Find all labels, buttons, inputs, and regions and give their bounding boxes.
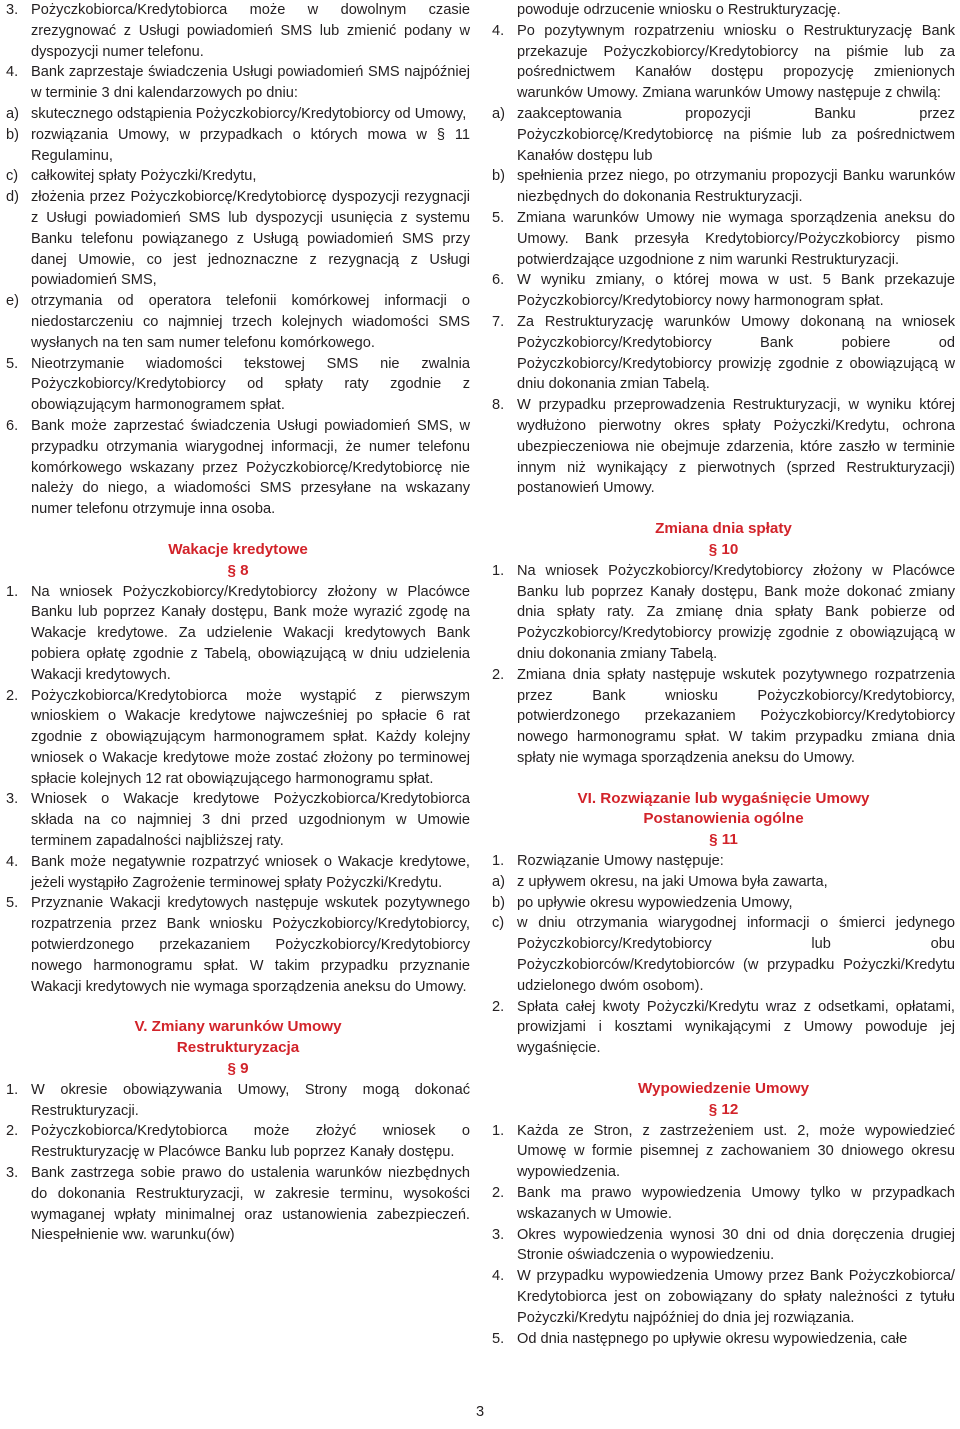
left-column <box>6 0 470 1246</box>
sub-item <box>492 913 955 996</box>
section-subheading: Postanowienia ogólne <box>643 810 804 828</box>
item-number: 1. <box>492 1122 505 1139</box>
item-text: Przyznanie Wakacji kredytowych następuje wskutek pozytywnego rozpatrzenia przez Bank wniosku Pożyczkobiorcy/Kredytobiorcy, potwierdzonego przekazaniem Pożyczkobiorcy/Kredytobiorcy nowego harmonogramu spłat. W takim przypadku przyznanie Wakacji kredytowych nie wymaga sporządzenia aneksu do Umowy. <box>31 895 470 995</box>
item-text: powoduje odrzucenie wniosku o Restrukturyzację. <box>517 2 841 18</box>
item-text: Bank ma prawo wypowiedzenia Umowy tylko w przypadkach wskazanych w Umowie. <box>517 1185 955 1222</box>
sub-item-text: rozwiązania Umowy, w przypadkach o których mowa w § 11 Regulaminu, <box>31 126 470 164</box>
sub-item <box>6 104 470 125</box>
list-item <box>6 62 470 104</box>
paragraph-number: § 12 <box>708 1100 739 1118</box>
list-item <box>492 395 955 499</box>
sub-item-letter: d) <box>6 189 19 206</box>
sub-item-text: skutecznego odstąpienia Pożyczkobiorcy/Kredytobiorcy od Umowy, <box>31 105 467 122</box>
item-text: Wniosek o Wakacje kredytowe Pożyczkobiorca/Kredytobiorca składa na co najmniej 3 dni przed uzgodnionym w Umowie terminem zapadalności najbliższej raty. <box>31 791 470 850</box>
item-text: Bank może zaprzestać świadczenia Usługi powiadomień SMS, w przypadku otrzymania wiarygodnej informacji, że numer telefonu komórkowego wskazany przez Pożyczkobiorcę/Kredytobiorcę nie należy do niego, a wiadomości SMS przesyłane na wskazany numer telefonu otrzymuje inna osoba. <box>31 417 470 518</box>
list-item <box>492 561 955 665</box>
list-item <box>6 354 470 416</box>
item-number: 5. <box>492 209 505 226</box>
sub-item-text: całkowitej spłaty Pożyczki/Kredytu, <box>31 168 257 185</box>
list-item <box>492 851 955 872</box>
sub-item-text: z upływem okresu, na jaki Umowa była zawarta, <box>517 873 828 890</box>
sub-item-text: otrzymania od operatora telefonii komórkowej informacji o niedostarczeniu co najmniej trzech kolejnych wiadomości SMS wysłanych na ten sam numer telefonu komórkowego. <box>31 293 470 351</box>
section-heading: Wypowiedzenie Umowy <box>637 1080 810 1098</box>
list-item <box>6 0 470 62</box>
list-item <box>492 665 955 769</box>
list-item <box>492 1225 955 1267</box>
continuation-text <box>492 0 955 21</box>
item-text: W okresie obowiązywania Umowy, Strony mogą dokonać Restrukturyzacji. <box>31 1081 470 1119</box>
item-number: 4. <box>492 22 505 39</box>
item-number: 2. <box>6 1123 19 1140</box>
sub-item <box>6 187 470 291</box>
sub-item-letter: b) <box>6 126 19 143</box>
list-item <box>492 1266 955 1328</box>
item-number: 3. <box>492 1226 505 1243</box>
item-text: Zmiana dnia spłaty następuje wskutek pozytywnego rozpatrzenia przez Bank wniosku Pożyczkobiorcy/Kredytobiorcy, potwierdzonego przekazaniem Pożyczkobiorcy/Kredytobiorcy nowego harmonogramu spłat. W takim przypadku zmiana dnia spłaty nie wymaga sporządzenia aneksu do Umowy. <box>517 666 955 766</box>
item-text: Od dnia następnego po upływie okresu wypowiedzenia, całe <box>517 1330 908 1347</box>
item-number: 4. <box>6 64 19 81</box>
paragraph-number: § 11 <box>709 831 738 849</box>
list-item <box>492 1183 955 1225</box>
item-text: Każda ze Stron, z zastrzeżeniem ust. 2, może wypowiedzieć Umowę w formie pisemnej z zachowaniem 30 dniowego okresu wypowiedzenia. <box>517 1122 955 1181</box>
list-item <box>6 893 470 997</box>
item-number: 1. <box>492 562 505 579</box>
list-item <box>6 686 470 790</box>
item-text: Po pozytywnym rozpatrzeniu wniosku o Restrukturyzację Bank przekazuje Pożyczkobiorcy/Kredytobiorcy na piśmie lub za pośrednictwem Kanałów dostępu propozycję zmienionych warunków Umowy. Zmiana warunków Umowy następuje z chwilą: <box>517 22 955 102</box>
list-item <box>492 997 955 1059</box>
item-number: 6. <box>6 417 19 434</box>
paragraph-number: § 8 <box>227 561 249 579</box>
sub-item-letter: e) <box>6 293 19 310</box>
item-number: 4. <box>492 1268 505 1285</box>
section-heading: Wakacje kredytowe <box>168 540 308 558</box>
sub-item-letter: c) <box>6 168 19 185</box>
list-item <box>492 21 955 104</box>
sub-item-letter: c) <box>492 915 505 932</box>
sub-item-text: po upływie okresu wypowiedzenia Umowy, <box>517 894 793 911</box>
sub-item-letter: a) <box>492 105 505 122</box>
item-number: 1. <box>492 853 505 870</box>
item-number: 8. <box>492 397 505 414</box>
item-text: W przypadku przeprowadzenia Restrukturyzacji, w wyniku której wydłużono pierwotny okres spłaty Pożyczki/Kredytu, ochrona ubezpieczeniowa nie obejmuje zdarzenia, które zaszło w terminie innym niż wynikający z pierwotnych (sprzed Restrukturyzacji) postanowień Umowy. <box>517 397 955 497</box>
list-item <box>6 852 470 894</box>
list-item <box>6 416 470 520</box>
right-column <box>492 0 955 1349</box>
item-number: 2. <box>492 666 505 683</box>
list-item <box>492 1329 955 1350</box>
item-number: 5. <box>6 895 19 912</box>
item-text: Rozwiązanie Umowy następuje: <box>517 853 724 870</box>
item-number: 2. <box>6 687 19 704</box>
item-number: 5. <box>6 355 19 372</box>
sub-item-text: zaakceptowania propozycji Banku przez Pożyczkobiorcę/Kredytobiorcę na piśmie lub za pośrednictwem Kanałów dostępu lub <box>517 105 955 164</box>
sub-item-letter: b) <box>492 894 505 911</box>
item-text: Okres wypowiedzenia wynosi 30 dni od dnia doręczenia drugiej Stronie oświadczenia o wypowiedzeniu. <box>517 1226 955 1264</box>
sub-item-text: złożenia przez Pożyczkobiorcę/Kredytobiorcę dyspozycji rezygnacji z Usługi powiadomień SMS lub dyspozycji usunięcia z systemu Banku telefonu powiązanego z Usługą powiadomień SMS przy danej Umowie, co jest jednoznaczne z rezygnacją z Usługi powiadomień SMS, <box>31 189 470 289</box>
item-number: 1. <box>6 583 19 600</box>
item-text: W wyniku zmiany, o której mowa w ust. 5 Bank przekazuje Pożyczkobiorcy/Kredytobiorcy nowy harmonogram spłat. <box>517 272 955 310</box>
item-number: 6. <box>492 272 505 289</box>
item-text: Pożyczkobiorca/Kredytobiorca może wystąpić z pierwszym wnioskiem o Wakacje kredytowe najwcześniej po spłacie 6 rat zgodnie z obowiązującym harmonogramem spłat. Każdy kolejny wniosek o Wakacje kredytowe może zostać złożony po terminowej spłacie kolejnych 12 rat obowiązującego harmonogramu spłat. <box>31 687 470 787</box>
item-number: 1. <box>6 1081 19 1098</box>
sub-item-letter: a) <box>6 105 19 122</box>
list-item <box>6 1080 470 1122</box>
item-text: Nieotrzymanie wiadomości tekstowej SMS nie zwalnia Pożyczkobiorcy/Kredytobiorcy od spłaty raty zgodnie z obowiązującym harmonogramem spłat. <box>31 355 470 414</box>
item-text: Pożyczkobiorca/Kredytobiorca może w dowolnym czasie zrezygnować z Usługi powiadomień SMS lub zmienić podany w dyspozycji numer telefonu. <box>31 2 470 60</box>
section-subheading: Restrukturyzacja <box>176 1039 300 1057</box>
section-heading: V. Zmiany warunków Umowy <box>134 1018 342 1036</box>
item-number: 5. <box>492 1330 505 1347</box>
sub-item <box>6 125 470 167</box>
list-item <box>492 1121 955 1183</box>
item-number: 7. <box>492 313 505 330</box>
paragraph-number: § 10 <box>708 540 739 558</box>
item-number: 2. <box>492 998 505 1015</box>
item-number: 3. <box>6 1165 19 1182</box>
sub-item <box>492 166 955 208</box>
list-item <box>6 582 470 686</box>
sub-item <box>6 166 470 187</box>
sub-item <box>492 893 955 914</box>
list-item <box>492 312 955 395</box>
item-number: 2. <box>492 1185 505 1202</box>
item-number: 3. <box>6 2 19 18</box>
list-item <box>6 1121 470 1163</box>
sub-item-text: spełnienia przez niego, po otrzymaniu propozycji Banku warunków niezbędnych do dokonania Restrukturyzacji. <box>517 168 955 206</box>
item-text: Bank zaprzestaje świadczenia Usługi powiadomień SMS najpóźniej w terminie 3 dni kalendarzowych po dniu: <box>31 64 470 102</box>
list-item <box>492 270 955 312</box>
page-number: 3 <box>475 1404 485 1420</box>
item-text: Za Restrukturyzację warunków Umowy dokonaną na wniosek Pożyczkobiorcy/Kredytobiorcy Bank pobiere od Pożyczkobiorcy/Kredytobiorcy prowizję zgodnie z obowiązującą w dniu dokonania zmian Tabelą. <box>517 313 955 393</box>
section-heading: Zmiana dnia spłaty <box>655 520 792 538</box>
list-item <box>6 789 470 851</box>
sub-item-text: w dniu otrzymania wiarygodnej informacji o śmierci jedynego Pożyczkobiorcy/Kredytobiorcy lub obu Pożyczkobiorców/Kredytobiorców (w przypadku Pożyczki/Kredytu udzielonego dwóm osobom). <box>517 915 955 994</box>
item-number: 4. <box>6 853 19 870</box>
item-text: Pożyczkobiorca/Kredytobiorca może złożyć wniosek o Restrukturyzację w Placówce Banku lub poprzez Kanały dostępu. <box>31 1123 470 1161</box>
item-text: Spłata całej kwoty Pożyczki/Kredytu wraz z odsetkami, opłatami, prowizjami i kosztami wynikającymi z Umowy powoduje jej wygaśnięcie. <box>517 998 955 1057</box>
item-text: Bank może negatywnie rozpatrzyć wniosek o Wakacje kredytowe, jeżeli wystąpiło Zagrożenie terminowej spłaty Pożyczki/Kredytu. <box>31 853 470 891</box>
sub-item-letter: b) <box>492 168 505 185</box>
item-text: W przypadku wypowiedzenia Umowy przez Bank Pożyczkobiorca/ Kredytobiorca jest on zobowiązany do spłaty należności z tytułu Pożyczki/Kredytu najpóźniej do dnia jej rozwiązania. <box>517 1268 955 1326</box>
item-text: Bank zastrzega sobie prawo do ustalenia warunków niezbędnych do dokonania Restrukturyzacji, w zakresie terminu, wysokości wymaganej wpłaty minimalnej oraz ustanowienia zabezpieczeń. Niespełnienie ww. warunku(ów) <box>31 1165 470 1244</box>
section-heading: VI. Rozwiązanie lub wygaśnięcie Umowy <box>577 789 870 807</box>
item-text: Na wniosek Pożyczkobiorcy/Kredytobiorcy złożony w Placówce Banku lub poprzez Kanały dostępu, Bank może dokonać zmiany dnia spłaty raty. Za zmianę dnia spłaty Bank pobierze od Pożyczkobiorcy/Kredytobiorcy prowizję zgodnie z obowiązującą w dniu dokonania zmiany Tabelą. <box>517 562 955 662</box>
paragraph-number: § 9 <box>227 1060 249 1078</box>
item-text: Na wniosek Pożyczkobiorcy/Kredytobiorcy złożony w Placówce Banku lub poprzez Kanały dostępu, Bank może wyrazić zgodę na Wakacje kredytowe. Za udzielenie Wakacji kredytowych Bank pobiera opłatę zgodnie z Tabelą, obowiązującą w dniu udzielenia Wakacji kredytowych. <box>31 583 470 683</box>
item-number: 3. <box>6 791 19 808</box>
list-item <box>492 208 955 270</box>
item-text: Zmiana warunków Umowy nie wymaga sporządzenia aneksu do Umowy. Bank przesyła Kredytobiorcy/Pożyczkobiorcy pismo potwierdzające uzgodnione z nim warunki Restrukturyzacji. <box>517 209 955 268</box>
sub-item-letter: a) <box>492 873 505 890</box>
sub-item <box>492 872 955 893</box>
list-item <box>6 1163 470 1246</box>
sub-item <box>492 104 955 166</box>
sub-item <box>6 291 470 353</box>
